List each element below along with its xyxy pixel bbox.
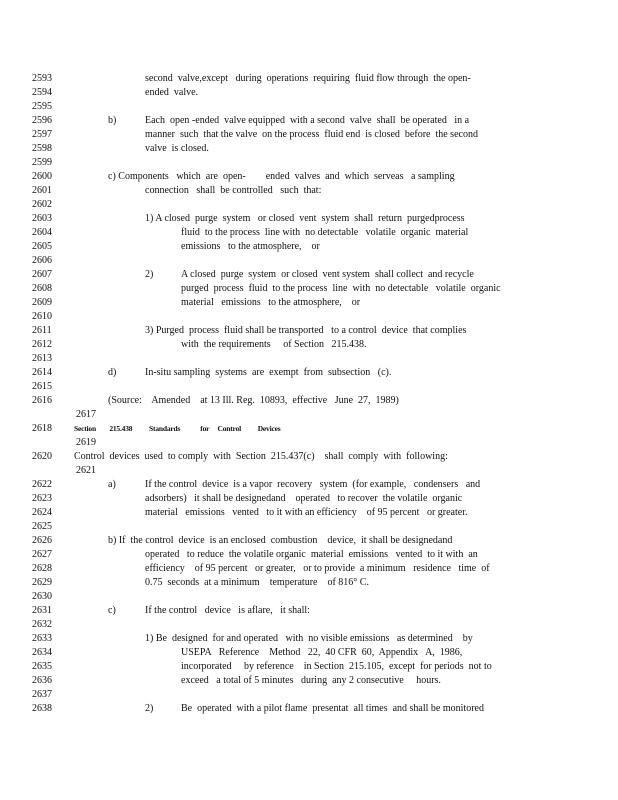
line-number: 2635 [32, 661, 52, 672]
text-line: If the control device is a vapor recovery system (for example, condensers and [145, 479, 481, 490]
line-number: 2616 [32, 395, 52, 406]
text-line: manner such that the valve on the process fluid end is closed before the second [145, 129, 478, 140]
line-number: 2613 [32, 353, 52, 364]
text-line: 1) A closed purge system or closed vent system shall return purgedprocess [145, 213, 465, 224]
line-number: 2631 [32, 605, 52, 616]
line-number: 2623 [32, 493, 52, 504]
item-label: a) [108, 479, 116, 490]
section-heading: Section 215.438 Standards for Control Devices [74, 424, 281, 433]
item-label: d) [108, 367, 117, 378]
line-number: 2626 [32, 535, 52, 546]
line-number: 2607 [32, 269, 52, 280]
line-number: 2627 [32, 549, 52, 560]
text-line: material emissions to the atmosphere, or [181, 297, 361, 308]
line-number: 2609 [32, 297, 52, 308]
text-line: emissions to the atmosphere, or [181, 241, 320, 252]
line-number: 2601 [32, 185, 52, 196]
text-line: fluid to the process line with no detectable volatile organic material [181, 227, 469, 238]
line-number: 2606 [32, 255, 52, 266]
text-line: 3) Purged process fluid shall be transported to a control device that complies [145, 325, 467, 336]
text-line: adsorbers) it shall be designedand operated to recover the volatile organic [145, 493, 463, 504]
text-line: c) Components which are open- ended valves and which serveas a sampling [108, 171, 455, 182]
text-line: operated to reduce the volatile organic material emissions vented to it with an [145, 549, 478, 560]
line-number: 2633 [32, 633, 52, 644]
line-number: 2621 [76, 465, 96, 476]
line-number: 2603 [32, 213, 52, 224]
line-number: 2632 [32, 619, 52, 630]
text-line: (Source: Amended at 13 Ill. Reg. 10893, effective June 27, 1989) [108, 395, 399, 406]
line-number: 2630 [32, 591, 52, 602]
line-number: 2611 [32, 325, 52, 336]
text-line: Each open -ended valve equipped with a second valve shall be operated in a [145, 115, 470, 126]
line-number: 2629 [32, 577, 52, 588]
line-number: 2610 [32, 311, 52, 322]
line-number: 2624 [32, 507, 52, 518]
line-number: 2602 [32, 199, 52, 210]
item-label: 2) [145, 269, 154, 280]
line-number: 2637 [32, 689, 52, 700]
line-number: 2619 [76, 437, 96, 448]
item-label: 2) [145, 703, 154, 714]
text-line: connection shall be controlled such that: [145, 185, 322, 196]
line-number: 2625 [32, 521, 52, 532]
item-label: b) [108, 115, 117, 126]
line-number: 2596 [32, 115, 52, 126]
text-line: purged process fluid to the process line with no detectable volatile organic [181, 283, 501, 294]
text-line: USEPA Reference Method 22, 40 CFR 60, Appendix A, 1986, [181, 647, 463, 658]
line-number: 2599 [32, 157, 52, 168]
text-line: ended valve. [145, 87, 199, 98]
text-line: b) If the control device is an enclosed combustion device, it shall be designedand [108, 535, 453, 546]
line-number: 2594 [32, 87, 52, 98]
text-line: efficiency of 95 percent or greater, or to provide a minimum residence time of [145, 563, 490, 574]
line-number: 2600 [32, 171, 52, 182]
text-line: Be operated with a pilot flame presentat all times and shall be monitored [181, 703, 484, 714]
line-number: 2622 [32, 479, 52, 490]
text-line: second valve,except during operations requiring fluid flow through the open- [145, 73, 471, 84]
line-number: 2604 [32, 227, 52, 238]
line-number: 2614 [32, 367, 52, 378]
text-line: with the requirements of Section 215.438. [181, 339, 367, 350]
line-number: 2598 [32, 143, 52, 154]
text-line: 1) Be designed for and operated with no visible emissions as determined by [145, 633, 473, 644]
line-number: 2618 [32, 423, 52, 434]
line-number: 2638 [32, 703, 52, 714]
text-line: incorporated by reference in Section 215.105, except for periods not to [181, 661, 492, 672]
line-number: 2628 [32, 563, 52, 574]
line-number: 2593 [32, 73, 52, 84]
line-number: 2597 [32, 129, 52, 140]
line-number: 2636 [32, 675, 52, 686]
line-number: 2615 [32, 381, 52, 392]
text-line: In-situ sampling systems are exempt from subsection (c). [145, 367, 392, 378]
text-line: material emissions vented to it with an efficiency of 95 percent or greater. [145, 507, 468, 518]
item-label: c) [108, 605, 116, 616]
line-number: 2608 [32, 283, 52, 294]
line-number: 2634 [32, 647, 52, 658]
text-line: A closed purge system or closed vent system shall collect and recycle [181, 269, 474, 280]
line-number: 2620 [32, 451, 52, 462]
text-line: If the control device is aflare, it shall: [145, 605, 310, 616]
text-line: 0.75 seconds at a minimum temperature of 816° C. [145, 577, 369, 588]
line-number: 2612 [32, 339, 52, 350]
text-line: valve is closed. [145, 143, 209, 154]
text-line: exceed a total of 5 minutes during any 2 consecutive hours. [181, 675, 441, 686]
line-number: 2605 [32, 241, 52, 252]
line-number: 2595 [32, 101, 52, 112]
line-number: 2617 [76, 409, 96, 420]
text-line: Control devices used to comply with Section 215.437(c) shall comply with following: [74, 451, 448, 462]
